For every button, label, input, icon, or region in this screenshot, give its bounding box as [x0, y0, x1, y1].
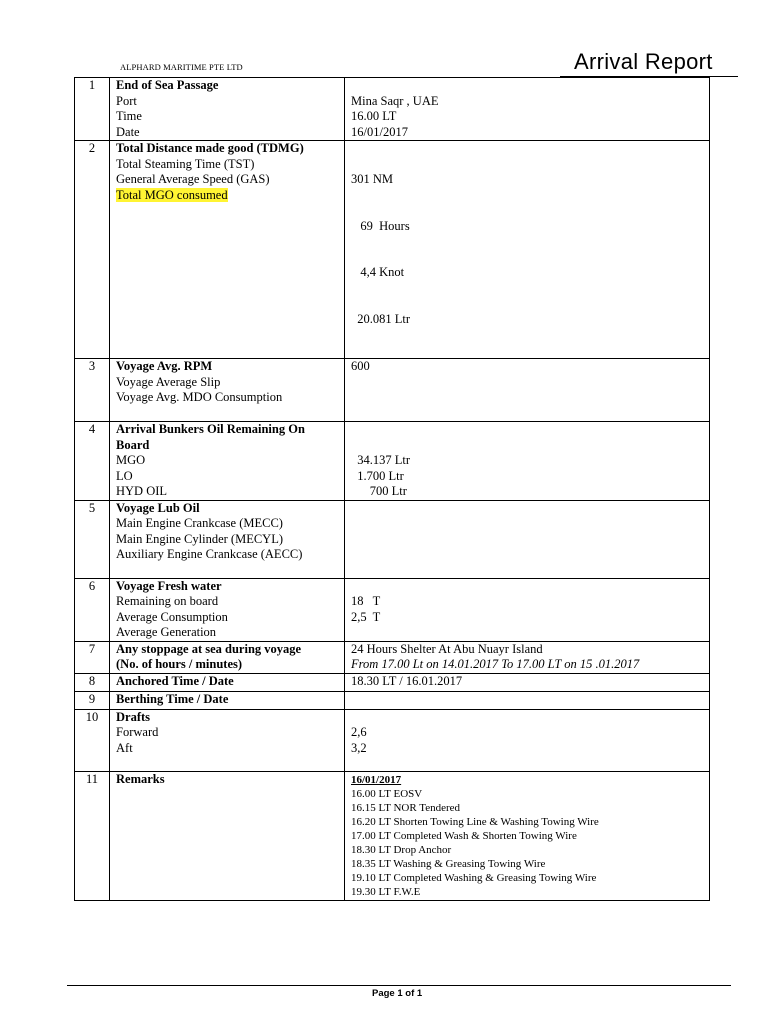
footer-rule — [67, 985, 731, 986]
row-labels — [110, 709, 345, 771]
field-value — [351, 710, 709, 726]
table-row — [75, 78, 710, 141]
row-number: 10 — [75, 709, 110, 771]
field-value: 600 — [351, 359, 370, 373]
row-labels — [110, 771, 345, 900]
field-label: Main Engine Cylinder (MECYL) — [116, 531, 283, 546]
row-number: 9 — [75, 691, 110, 709]
section-heading: End of Sea Passage — [116, 78, 219, 92]
section-heading: Berthing Time / Date — [116, 691, 229, 706]
field-label — [116, 188, 344, 204]
row-values — [345, 641, 710, 673]
section-heading: Voyage Lub Oil — [116, 500, 200, 515]
section-heading: Drafts — [116, 709, 151, 724]
row-values — [345, 691, 710, 709]
field-label: Total Steaming Time (TST) — [116, 156, 255, 171]
field-label: Date — [116, 124, 140, 139]
field-value: 69 Hours — [351, 218, 410, 233]
field-value: 3,2 — [351, 740, 367, 755]
field-label: MGO — [116, 453, 146, 467]
field-value: 18.30 LT / 16.01.2017 — [351, 673, 463, 688]
field-value: 20.081 Ltr — [351, 311, 411, 326]
table-row — [75, 359, 710, 422]
table-row — [75, 691, 710, 709]
field-label: Voyage Avg. MDO Consumption — [116, 390, 283, 404]
field-label: Voyage Average Slip — [116, 374, 221, 389]
row-labels — [110, 691, 345, 709]
row-labels — [110, 359, 345, 422]
row-values — [345, 422, 710, 501]
table-row — [75, 771, 710, 900]
row-values — [345, 578, 710, 641]
table-row — [75, 578, 710, 641]
field-value: 301 NM — [351, 172, 394, 186]
section-heading: Arrival Bunkers Oil Remaining On — [116, 422, 305, 436]
row-values — [345, 78, 710, 141]
field-value — [351, 422, 709, 438]
field-label: General Average Speed (GAS) — [116, 172, 270, 186]
section-heading: Voyage Avg. RPM — [116, 359, 213, 373]
row-number: 4 — [75, 422, 110, 501]
company-name: ALPHARD MARITIME PTE LTD — [120, 62, 243, 72]
section-heading: Voyage Fresh water — [116, 578, 222, 593]
field-label: Main Engine Crankcase (MECC) — [116, 516, 283, 530]
field-value — [351, 438, 709, 454]
field-value: Mina Saqr , UAE — [351, 93, 439, 108]
field-value: 18 T — [351, 594, 381, 608]
field-label: Forward — [116, 725, 159, 739]
field-value: 2,5 T — [351, 609, 381, 624]
row-labels — [110, 578, 345, 641]
highlighted-label: Total MGO consumed — [116, 187, 228, 202]
remark-item: 17.00 LT Completed Wash & Shorten Towing Wire — [351, 829, 577, 842]
report-title: Arrival Report — [574, 49, 713, 74]
field-label: HYD OIL — [116, 484, 168, 498]
table-row — [75, 641, 710, 673]
section-heading: Remarks — [116, 771, 165, 786]
field-value: From 17.00 Lt on 14.01.2017 To 17.00 LT on 15 .01.2017 — [351, 657, 640, 671]
row-values — [345, 709, 710, 771]
field-label: Aft — [116, 740, 133, 755]
remark-item: 18.30 LT Drop Anchor — [351, 843, 452, 856]
field-value — [351, 579, 709, 595]
row-number: 2 — [75, 141, 110, 359]
remark-item: 16.15 LT NOR Tendered — [351, 801, 461, 814]
section-heading: Total Distance made good (TDMG) — [116, 141, 304, 155]
row-labels — [110, 641, 345, 673]
field-value: 1.700 Ltr — [351, 468, 404, 483]
field-label: LO — [116, 468, 133, 483]
row-number: 3 — [75, 359, 110, 422]
row-values — [345, 673, 710, 691]
remark-item: 19.30 LT F.W.E — [351, 885, 421, 898]
table-row — [75, 709, 710, 771]
field-value: 700 Ltr — [351, 484, 407, 498]
row-values — [345, 500, 710, 578]
field-label: Remaining on board — [116, 594, 219, 608]
field-value: 34.137 Ltr — [351, 453, 411, 467]
table-row — [75, 673, 710, 691]
field-label: Average Generation — [116, 625, 217, 639]
section-heading: Board — [116, 437, 150, 452]
row-labels — [110, 78, 345, 141]
remark-item: 18.35 LT Washing & Greasing Towing Wire — [351, 857, 546, 870]
row-number: 6 — [75, 578, 110, 641]
field-value — [351, 78, 709, 94]
row-number: 7 — [75, 641, 110, 673]
field-value: 24 Hours Shelter At Abu Nuayr Island — [351, 641, 543, 656]
field-value: 16/01/2017 — [351, 124, 408, 139]
field-label: Port — [116, 93, 137, 108]
row-values — [345, 141, 710, 359]
field-label: Auxiliary Engine Crankcase (AECC) — [116, 547, 303, 561]
table-row — [75, 500, 710, 578]
arrival-report-table — [74, 77, 710, 901]
row-number: 5 — [75, 500, 110, 578]
remark-item: 19.10 LT Completed Washing & Greasing Towing Wire — [351, 871, 597, 884]
table-row — [75, 422, 710, 501]
page-number: Page 1 of 1 — [372, 988, 423, 999]
section-heading: (No. of hours / minutes) — [116, 657, 243, 671]
remark-item: 16.00 LT EOSV — [351, 787, 423, 800]
row-values — [345, 359, 710, 422]
row-labels — [110, 673, 345, 691]
remarks-date: 16/01/2017 — [351, 773, 402, 786]
row-number: 8 — [75, 673, 110, 691]
row-labels — [110, 500, 345, 578]
remarks-cell — [345, 771, 710, 900]
row-labels — [110, 422, 345, 501]
field-value: 4,4 Knot — [351, 265, 405, 279]
row-number: 11 — [75, 771, 110, 900]
section-heading: Anchored Time / Date — [116, 673, 234, 688]
row-number: 1 — [75, 78, 110, 141]
field-value: 2,6 — [351, 725, 367, 739]
field-label: Time — [116, 109, 142, 123]
field-label: Average Consumption — [116, 609, 228, 624]
row-labels — [110, 141, 345, 359]
remark-item: 16.20 LT Shorten Towing Line & Washing Towing Wire — [351, 815, 599, 828]
section-heading: Any stoppage at sea during voyage — [116, 641, 302, 656]
table-row — [75, 141, 710, 359]
field-value: 16.00 LT — [351, 109, 397, 123]
